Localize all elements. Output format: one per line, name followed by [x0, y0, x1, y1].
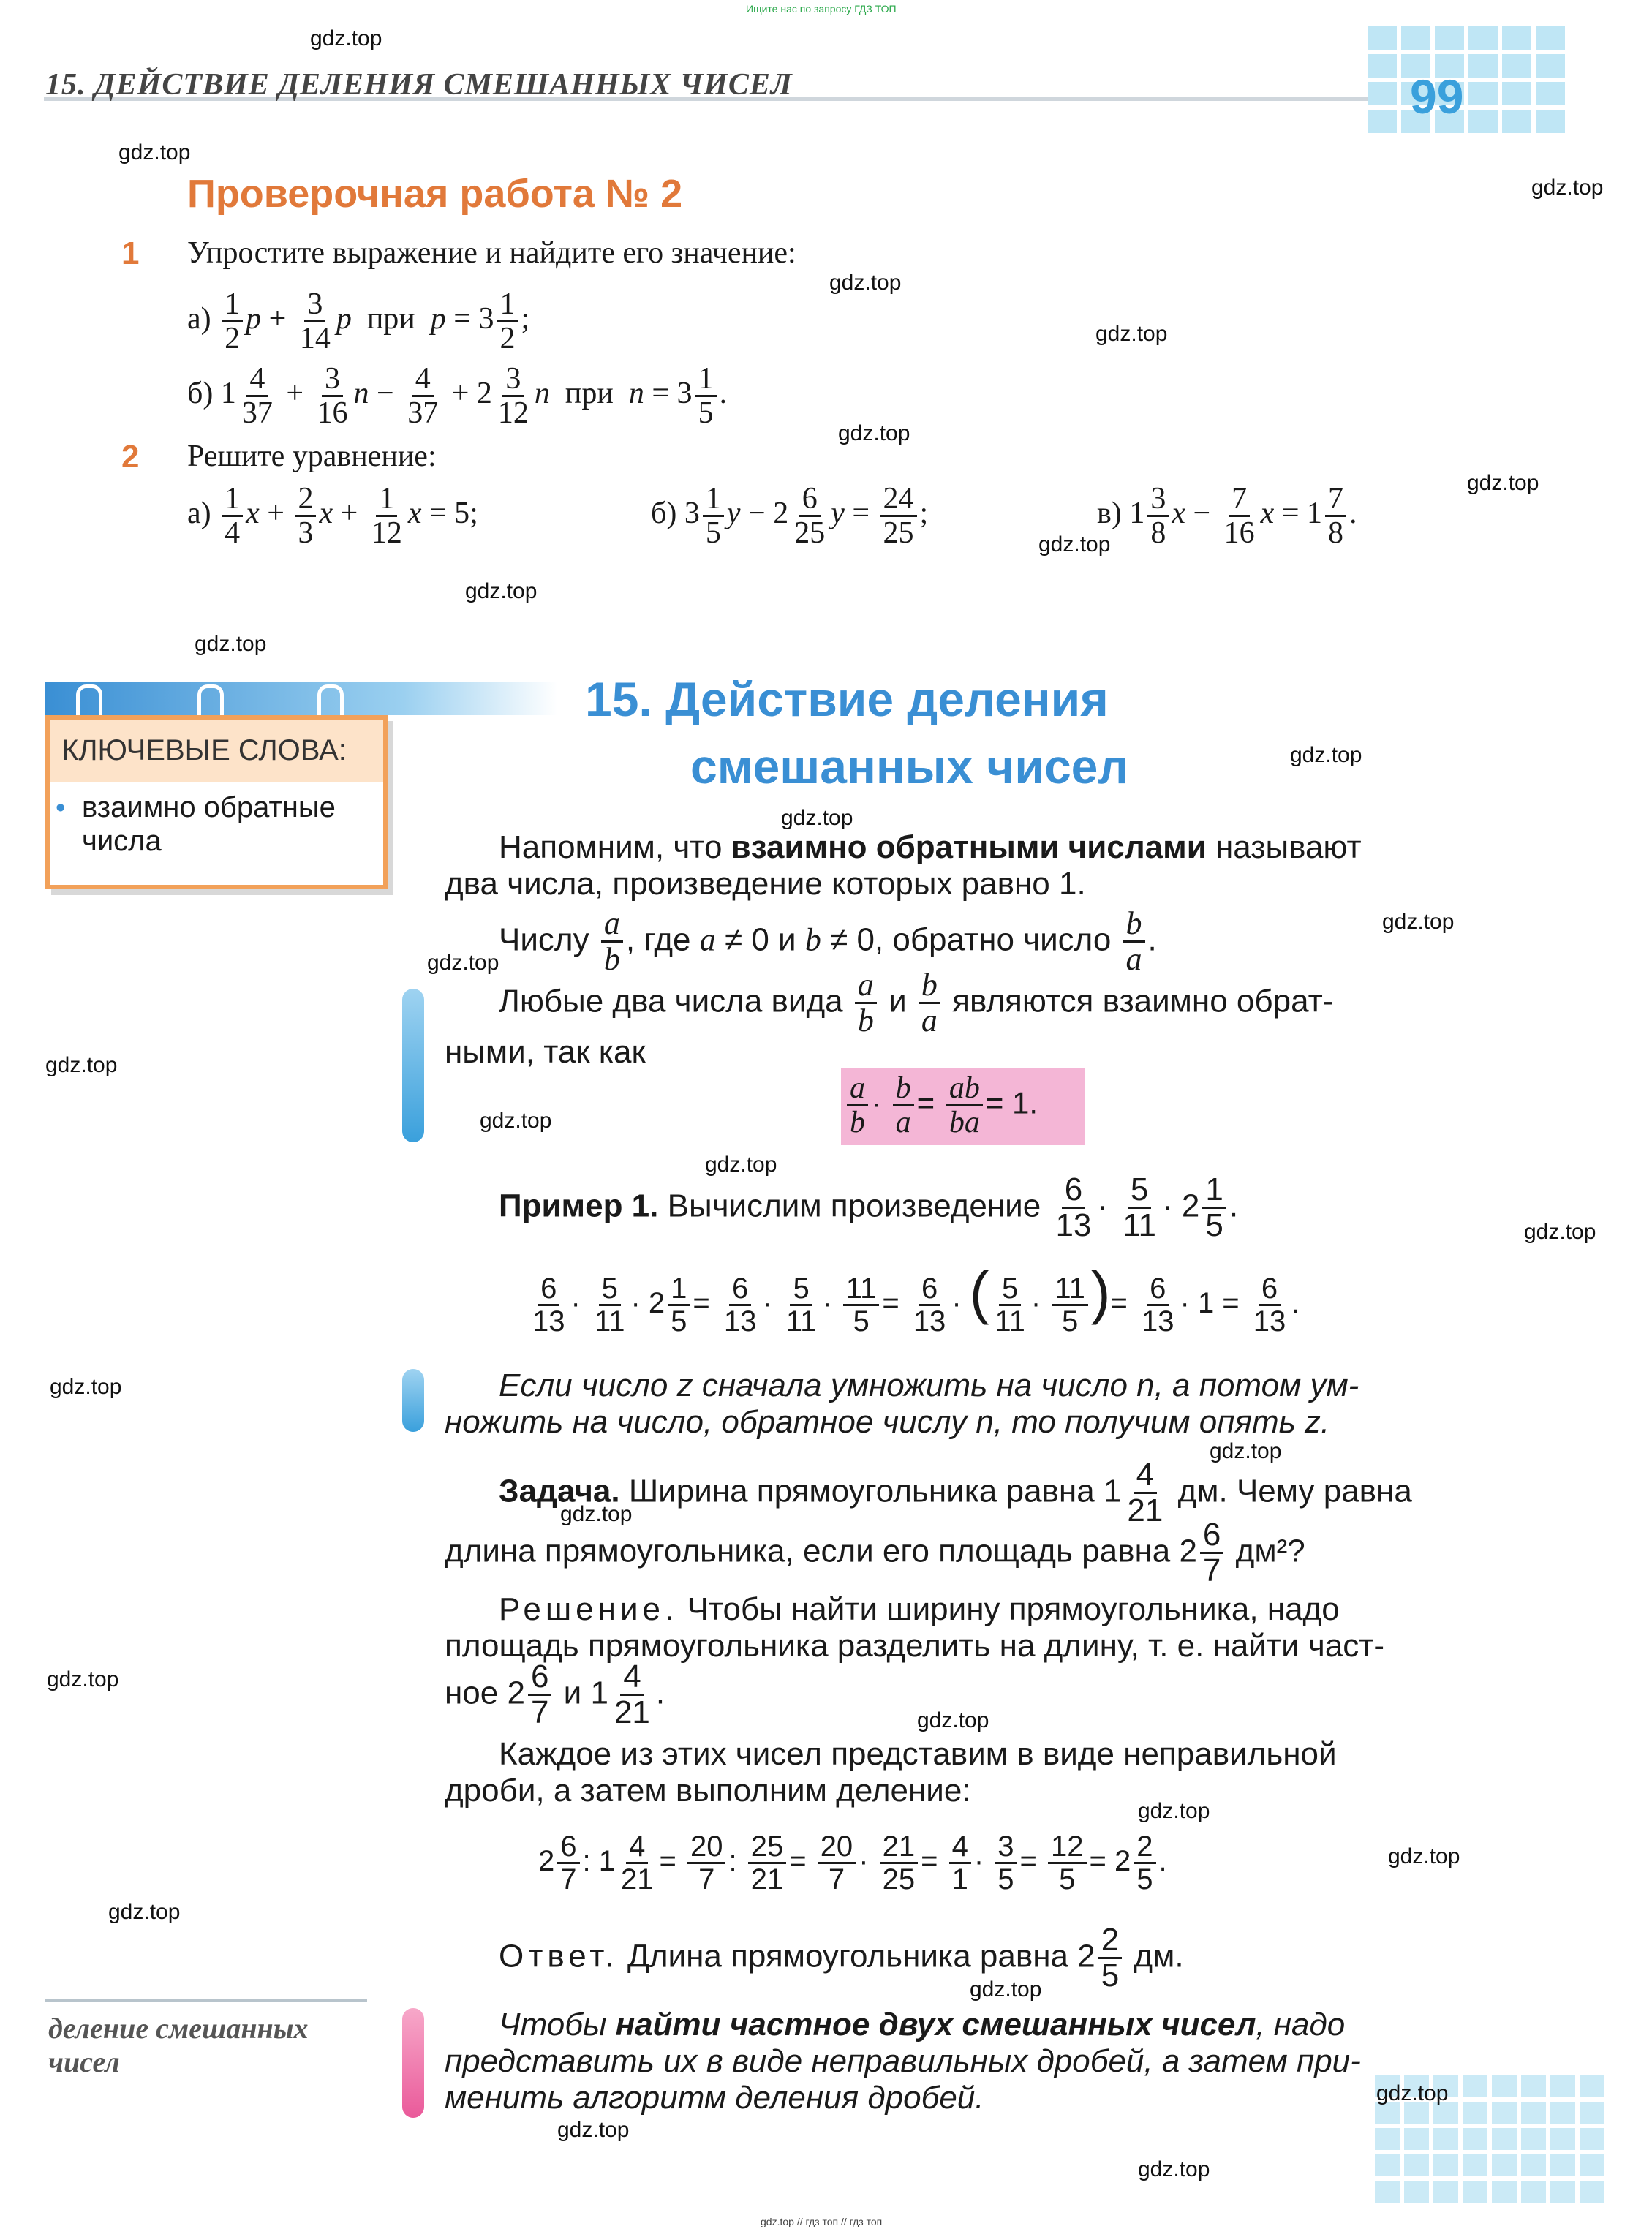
division-computation: 2 $\frac{6}{7}$ : 1 $\frac{4}{21}$ = $\frac{20}{7}$ : $\frac{25}{21}$ = $\frac{20}{7}$ · $\frac{21}{25}$ = $\frac{4}{1}$ · $\frac{3}{5}$ = $\frac{12}{5}$ = 2 $\frac{2}{5}$ . [538, 1830, 1167, 1895]
margin-note-line2: чисел [48, 2045, 120, 2078]
rule-bar-blue [402, 1369, 424, 1432]
task2-prompt: Решите уравнение: [187, 440, 437, 473]
watermark: gdz.top [427, 951, 499, 975]
example-1-computation: $\frac{6}{13}$ · $\frac{5}{11}$ · 2 $\frac{1}{5}$ = $\frac{6}{13}$ · $\frac{5}{11}$ · $\frac{11}{5}$ = $\frac{6}{13}$ · ( $\frac{5}{11}$ · $\frac{11}{5}$ )= $\frac{6}{13}$ · 1 = $\frac{6}{13}$ . [532, 1260, 1300, 1338]
task-line2: длина прямоугольника, если его площадь равна 2 $\frac{6}{7}$ дм²? [445, 1517, 1305, 1589]
keyword-box-title: КЛЮЧЕВЫЕ СЛОВА: [61, 734, 347, 766]
margin-note-rule [45, 1999, 367, 2002]
task2-b-eq: б) 3 $\frac{1}{5}$ y − 2 $\frac{6}{25}$ y = $\frac{24}{25}$ ; [651, 482, 929, 551]
watermark: gdz.top [47, 1667, 119, 1691]
rule-1-line2: ножить на число, обратное числу n, то получим опять z. [445, 1404, 1330, 1440]
watermark: gdz.top [705, 1153, 777, 1177]
rule-bar-pink [402, 2008, 424, 2118]
watermark: gdz.top [45, 1053, 118, 1077]
header-decor-grid [1368, 26, 1565, 133]
page-number: 99 [1410, 69, 1464, 124]
watermark: gdz.top [1095, 322, 1168, 346]
bottom-note: gdz.top // гдз топ // гдз топ [761, 2216, 883, 2227]
watermark: gdz.top [838, 421, 910, 445]
top-note: Ищите нас по запросу ГДЗ ТОП [746, 3, 897, 15]
keyword-line1: взаимно обратные [82, 791, 336, 823]
rule-bar-blue [402, 989, 424, 1142]
rule-2-line2: представить их в виде неправильных дробей, а затем при- [445, 2043, 1361, 2079]
watermark: gdz.top [1382, 910, 1455, 934]
bullet-icon: • [56, 793, 66, 823]
watermark: gdz.top [465, 579, 538, 603]
margin-note-line1: деление смешанных [48, 2012, 309, 2045]
watermark: gdz.top [1210, 1439, 1282, 1463]
task2-c-eq: в) 1 $\frac{3}{8}$ x − $\frac{7}{16}$ x = 1 $\frac{7}{8}$ . [1097, 482, 1357, 551]
example-1-heading: Пример 1. Вычислим произведение $\frac{6}{13}$ · $\frac{5}{11}$ · 2 $\frac{1}{5}$ . [499, 1172, 1239, 1244]
watermark: gdz.top [480, 1109, 552, 1133]
any-two-numbers-line1: Любые два числа вида $\frac{a}{b}$ и $\frac{b}{a}$ являются взаимно обрат- [499, 967, 1334, 1039]
watermark: gdz.top [829, 271, 902, 295]
task2-number: 2 [121, 439, 140, 475]
reciprocal-statement: Числу $\frac{a}{b}$ , где a ≠ 0 и b ≠ 0, обратно число $\frac{b}{a}$ . [499, 905, 1157, 978]
keyword-box [45, 715, 388, 889]
watermark: gdz.top [118, 140, 191, 165]
watermark: gdz.top [970, 1977, 1042, 2002]
watermark: gdz.top [195, 632, 267, 656]
watermark: gdz.top [1038, 532, 1111, 557]
watermark: gdz.top [50, 1375, 122, 1399]
rule-2-line1: Чтобы найти частное двух смешанных чисел, надо [499, 2007, 1346, 2042]
keyword-ribbon [45, 682, 557, 715]
watermark: gdz.top [1524, 1220, 1596, 1244]
task1-number: 1 [121, 235, 140, 271]
solution-line1: Решение. Чтобы найти ширину прямоугольника, надо [499, 1591, 1340, 1627]
solution-line2: площадь прямоугольника разделить на длину, т. е. найти част- [445, 1628, 1385, 1664]
watermark: gdz.top [310, 26, 382, 50]
task2-a-eq: а) $\frac{1}{4}$ x + $\frac{2}{3}$ x + $\frac{1}{12}$ x = 5; [187, 482, 478, 551]
watermark: gdz.top [1376, 2081, 1449, 2105]
watermark: gdz.top [1531, 176, 1604, 200]
watermark: gdz.top [1138, 1799, 1210, 1823]
definition-para-line2: два числа, произведение которых равно 1. [445, 866, 1086, 902]
any-two-numbers-line2: ными, так как [445, 1034, 646, 1070]
task-line1: Задача. Ширина прямоугольника равна 1 $\frac{4}{21}$ дм. Чему равна [499, 1457, 1412, 1529]
task1-prompt: Упростите выражение и найдите его значение: [187, 236, 796, 270]
task1-b-expr: б) 1 $\frac{4}{37}$ + $\frac{3}{16}$ n − $\frac{4}{37}$ + 2 $\frac{3}{12}$ n при n = 3 $\frac{1}{5}$ . [187, 362, 728, 431]
keyword-line2: числа [82, 825, 162, 857]
watermark: gdz.top [1467, 471, 1539, 495]
reciprocal-formula: $\frac{a}{b}$ · $\frac{b}{a}$ = $\frac{ab}{ba}$ = 1. [844, 1072, 1038, 1139]
task1-a-expr: а) $\frac{1}{2}$ p + $\frac{3}{14}$ p при p = 3 $\frac{1}{2}$ ; [187, 287, 530, 356]
keyword-list [50, 782, 383, 885]
watermark: gdz.top [1388, 1844, 1460, 1868]
rule-2-line3: менить алгоритм деления дробей. [445, 2080, 984, 2116]
watermark: gdz.top [108, 1900, 181, 1924]
answer-line: Ответ. Длина прямоугольника равна 2 $\frac{2}{5}$ дм. [499, 1922, 1184, 1994]
each-number-line1: Каждое из этих чисел представим в виде неправильной [499, 1736, 1337, 1772]
solution-line3: ное 2 $\frac{6}{7}$ и 1 $\frac{4}{21}$ . [445, 1659, 665, 1731]
watermark: gdz.top [1138, 2157, 1210, 2181]
section-title-line1: 15. Действие деления [585, 672, 1109, 726]
watermark: gdz.top [1290, 743, 1362, 767]
each-number-line2: дроби, а затем выполним деление: [445, 1773, 971, 1808]
rule-1-line1: Если число z сначала умножить на число n, а потом ум- [499, 1368, 1359, 1403]
definition-para-line1: Напомним, что взаимно обратными числами называют [499, 829, 1362, 865]
quiz-title: Проверочная работа № 2 [187, 172, 683, 216]
section-title-line2: смешанных чисел [690, 739, 1129, 793]
watermark: gdz.top [560, 1502, 633, 1526]
running-title: 15. ДЕЙСТВИЕ ДЕЛЕНИЯ СМЕШАННЫХ ЧИСЕЛ [45, 68, 793, 102]
watermark: gdz.top [917, 1708, 989, 1732]
watermark: gdz.top [557, 2118, 630, 2142]
watermark: gdz.top [781, 806, 853, 830]
